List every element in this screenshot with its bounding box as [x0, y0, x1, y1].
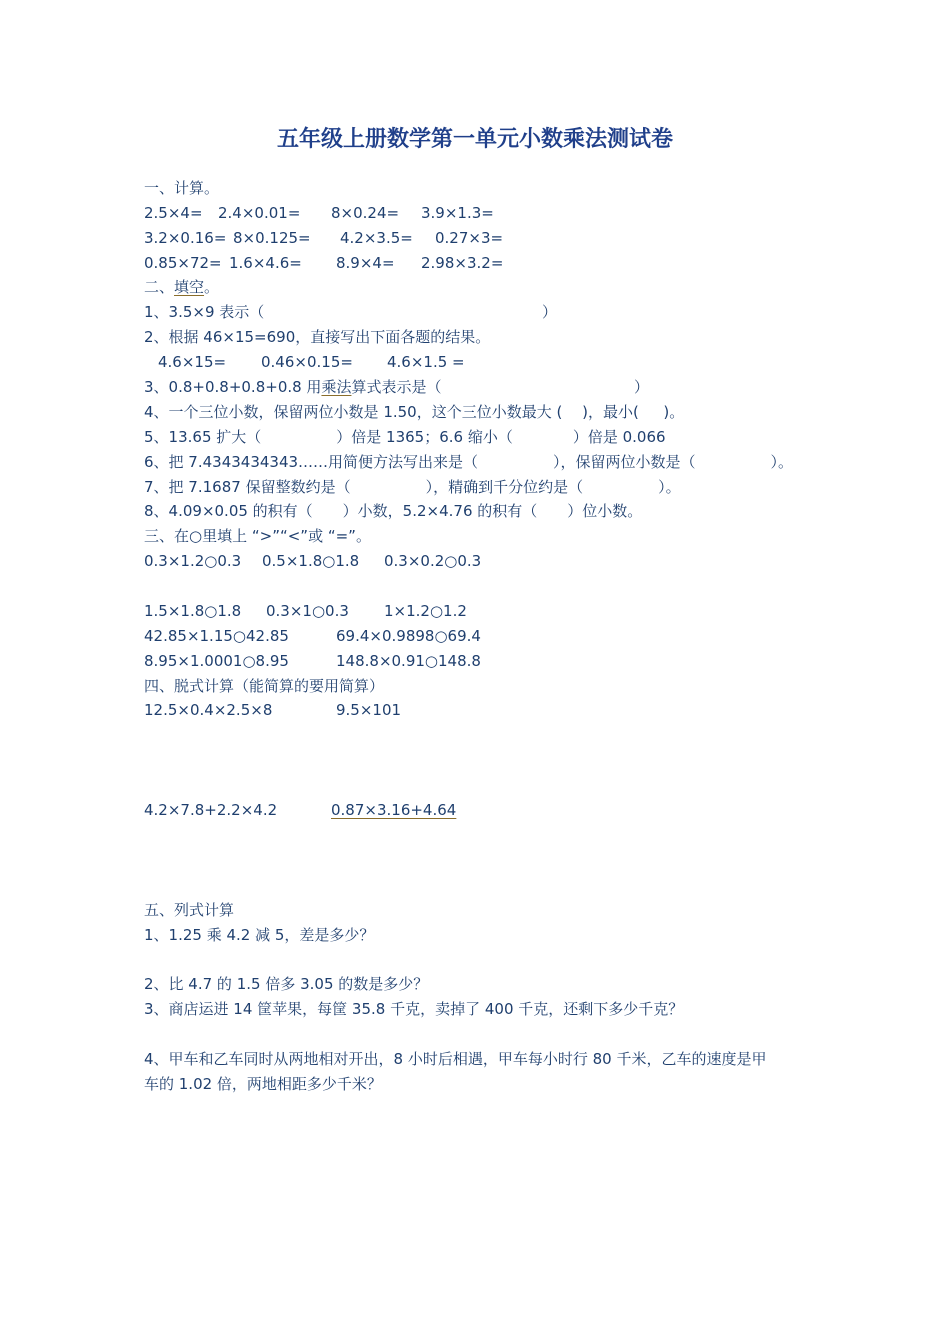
compare-item: 42.85×1.15○42.85 [144, 627, 289, 645]
fill-question-2: 2、根据 46×15=690，直接写出下面各题的结果。 [144, 328, 491, 346]
page-title: 五年级上册数学第一单元小数乘法测试卷 [276, 126, 673, 152]
compare-item: 148.8×0.91○148.8 [336, 652, 481, 670]
calc-item: 8.9×4= [336, 254, 395, 272]
compare-item: 1.5×1.8○1.8 [144, 602, 242, 620]
compare-item: 69.4×0.9898○69.4 [336, 627, 481, 645]
calc-item: 0.27×3= [435, 229, 504, 247]
calc-item: 2.98×3.2= [421, 254, 504, 272]
fill-question-6: 6、把 7.4343434343……用简便方法写出来是（ ），保留两位小数是（ ）。 [144, 453, 794, 471]
step-calc-item: 9.5×101 [336, 701, 402, 719]
calc-item: 1.6×4.6= [229, 254, 302, 272]
calc-item: 4.2×3.5= [340, 229, 413, 247]
fill-question-3: 3、0.8+0.8+0.8+0.8 用乘法算式表示是（ [144, 378, 442, 396]
word-problem-3: 3、商店运进 14 筐苹果，每筐 35.8 千克，卖掉了 400 千克，还剩下多少千克？ [144, 1000, 684, 1018]
fill-question-3-close: ） [634, 378, 650, 396]
section-3-heading: 三、在○里填上 “>”“<”或 “=”。 [144, 527, 371, 545]
compare-item: 8.95×1.0001○8.95 [144, 652, 289, 670]
section-5-heading: 五、列式计算 [144, 901, 235, 919]
section-1-heading: 一、计算。 [144, 179, 220, 197]
fill-question-2-item: 4.6×15= [158, 353, 227, 371]
word-problem-1: 1、1.25 乘 4.2 减 5，差是多少？ [144, 926, 375, 944]
section-2-heading: 二、填空。 [144, 278, 220, 296]
calc-item: 3.9×1.3= [421, 204, 494, 222]
fill-question-7: 7、把 7.1687 保留整数约是（ ），精确到千分位约是（ ）。 [144, 478, 681, 496]
compare-item: 0.5×1.8○1.8 [262, 552, 360, 570]
section-4-heading: 四、脱式计算（能简算的要用简算） [144, 677, 385, 695]
fill-question-2-item: 4.6×1.5 = [387, 353, 465, 371]
fill-question-5: 5、13.65 扩大（ ）倍是 1365；6.6 缩小（ ）倍是 0.066 [144, 428, 666, 446]
step-calc-item: 12.5×0.4×2.5×8 [144, 701, 273, 719]
calc-item: 8×0.125= [233, 229, 311, 247]
compare-item: 0.3×1○0.3 [266, 602, 349, 620]
calc-item: 3.2×0.16= [144, 229, 227, 247]
step-calc-item: 4.2×7.8+2.2×4.2 [144, 801, 278, 819]
calc-item: 8×0.24= [331, 204, 400, 222]
calc-item: 0.85×72= [144, 254, 222, 272]
step-calc-item: 0.87×3.16+4.64 [331, 801, 457, 819]
fill-question-4: 4、一个三位小数，保留两位小数是 1.50，这个三位小数最大 ( )，最小( )。 [144, 403, 685, 421]
compare-item: 0.3×1.2○0.3 [144, 552, 242, 570]
compare-item: 1×1.2○1.2 [384, 602, 467, 620]
fill-question-1: 1、3.5×9 表示（ [144, 303, 265, 321]
compare-item: 0.3×0.2○0.3 [384, 552, 482, 570]
calc-item: 2.5×4= [144, 204, 203, 222]
word-problem-4-line-1: 4、甲车和乙车同时从两地相对开出，8 小时后相遇，甲车每小时行 80 千米，乙车的速度是甲 [144, 1050, 767, 1068]
word-problem-4-line-2: 车的 1.02 倍，两地相距多少千米？ [144, 1075, 382, 1093]
word-problem-2: 2、比 4.7 的 1.5 倍多 3.05 的数是多少？ [144, 975, 429, 993]
fill-question-1-close: ） [542, 303, 558, 321]
calc-item: 2.4×0.01= [218, 204, 301, 222]
fill-question-2-item: 0.46×0.15= [261, 353, 353, 371]
fill-question-8: 8、4.09×0.05 的积有（ ）小数，5.2×4.76 的积有（ ）位小数。 [144, 502, 643, 520]
